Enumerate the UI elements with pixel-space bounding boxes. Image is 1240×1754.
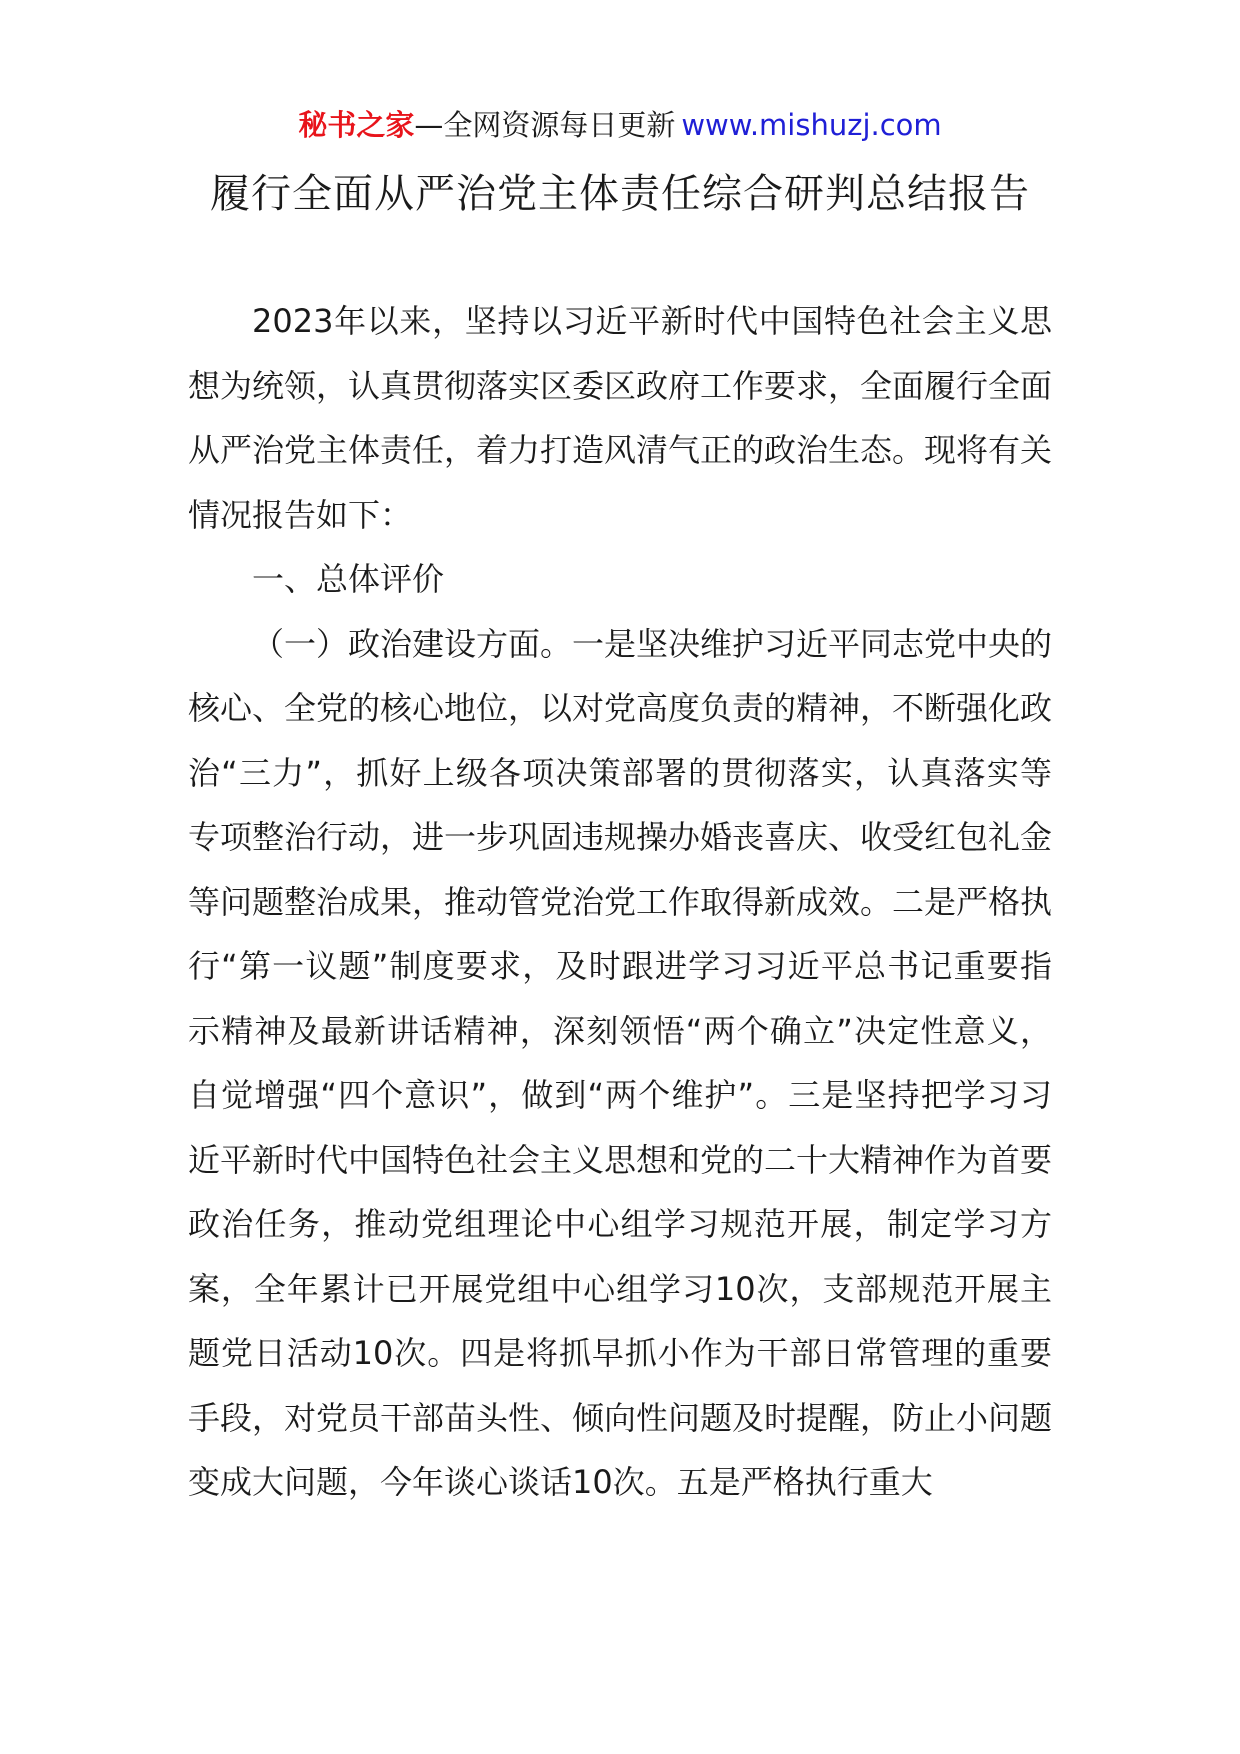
header-tagline: —全网资源每日更新	[414, 108, 676, 142]
site-link[interactable]: www.mishuzj.com	[681, 108, 942, 142]
intro-paragraph: 2023年以来，坚持以习近平新时代中国特色社会主义思想为统领，认真贯彻落实区委区政府工作要求，全面履行全面从严治党主体责任，着力打造风清气正的政治生态。现将有关情况报告如下：	[188, 302, 1053, 534]
document-body	[188, 289, 1052, 1515]
section-heading: 一、总体评价	[252, 560, 445, 598]
document-title: 履行全面从严治党主体责任综合研判总结报告	[210, 171, 1030, 217]
site-header	[0, 103, 1240, 147]
body-paragraph: （一）政治建设方面。一是坚决维护习近平同志党中央的核心、全党的核心地位，以对党高度负责的精神，不断强化政治“三力”，抓好上级各项决策部署的贯彻落实，认真落实等专项整治行动，进一步巩固违规操办婚丧喜庆、收受红包礼金等问题整治成果，推动管党治党工作取得新成效。二是严格执行“第一议题”制度要求，及时跟进学习习近平总书记重要指示精神及最新讲话精神，深刻领悟“两个确立”决定性意义，自觉增强“四个意识”，做到“两个维护”。三是坚持把学习习近平新时代中国特色社会主义思想和党的二十大精神作为首要政治任务，推动党组理论中心组学习规范开展，制定学习方案，全年累计已开展党组中心组学习10次，支部规范开展主题党日活动10次。四是将抓早抓小作为干部日常管理的重要手段，对党员干部苗头性、倾向性问题及时提醒，防止小问题变成大问题，今年谈心谈话10次。五是严格执行重大	[188, 624, 1053, 1501]
brand-name: 秘书之家	[298, 108, 415, 142]
